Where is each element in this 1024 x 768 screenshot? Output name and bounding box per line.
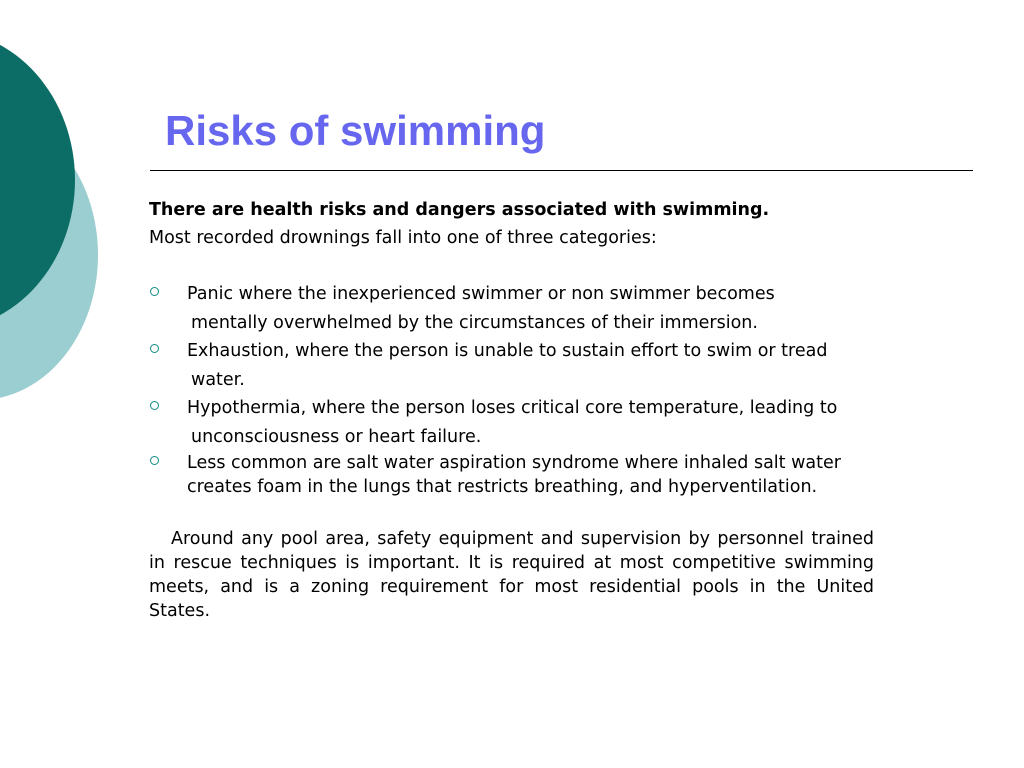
hollow-circle-bullet-icon	[150, 344, 159, 353]
title-underline	[150, 170, 973, 171]
bullet-text-line-2: mentally overwhelmed by the circumstances of their immersion.	[191, 313, 758, 333]
bullet-text-line-2: unconsciousness or heart failure.	[191, 427, 482, 447]
bullet-text-line-1: Panic where the inexperienced swimmer or non swimmer becomes	[187, 284, 775, 304]
hollow-circle-bullet-icon	[150, 401, 159, 410]
hollow-circle-bullet-icon	[150, 287, 159, 296]
spacer	[149, 252, 969, 280]
bullet-list	[149, 280, 969, 499]
bullet-text-line-1: Hypothermia, where the person loses critical core temperature, leading to	[187, 398, 838, 418]
slide-body	[149, 196, 969, 623]
bullet-text-line-1: Exhaustion, where the person is unable to sustain effort to swim or tread	[187, 341, 828, 361]
bullet-text-line-2: creates foam in the lungs that restricts breathing, and hyperventilation.	[187, 477, 818, 497]
intro-bold-text: There are health risks and dangers associated with swimming.	[149, 200, 770, 220]
slide-title: Risks of swimming	[165, 107, 546, 154]
bullet-text-line-2: water.	[191, 370, 245, 390]
list-item	[149, 451, 969, 499]
list-item	[149, 337, 969, 394]
list-item	[149, 280, 969, 337]
closing-paragraph: Around any pool area, safety equipment and supervision by personnel trained in rescue techniques is important. It is required at most competitive swimming meets, and is a zoning requirement for most residential pools in the United States.	[149, 529, 874, 621]
list-item	[149, 394, 969, 451]
intro-text: Most recorded drownings fall into one of three categories:	[149, 228, 657, 248]
hollow-circle-bullet-icon	[150, 456, 159, 465]
bullet-text-line-1: Less common are salt water aspiration syndrome where inhaled salt water	[187, 453, 841, 473]
